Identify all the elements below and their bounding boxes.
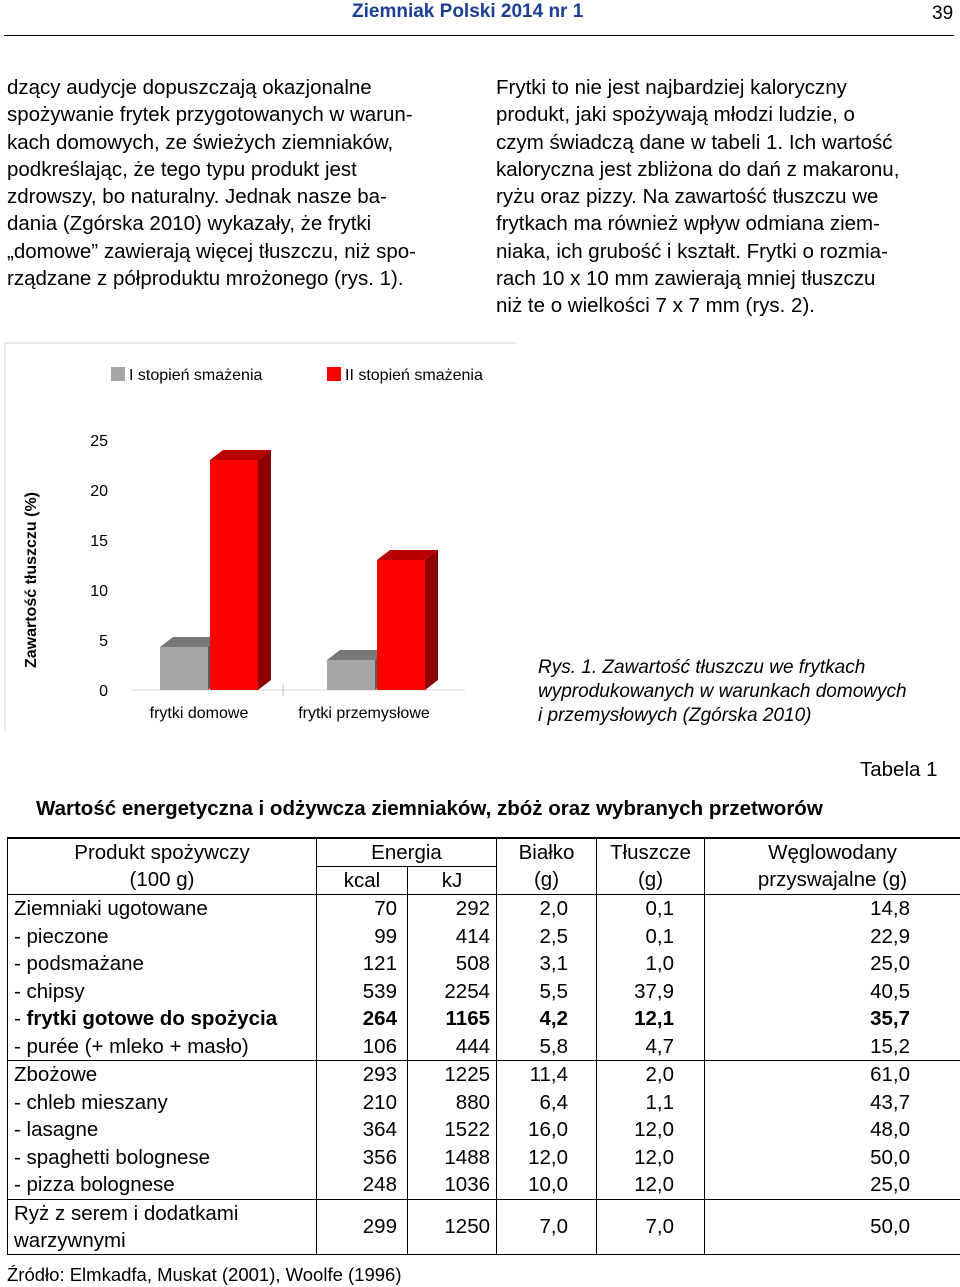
kj-value: 1165 <box>445 1007 491 1030</box>
kcal-value: 70 <box>374 897 397 920</box>
x-tick-label: frytki przemysłowe <box>298 705 430 722</box>
product-name: - pieczone <box>14 924 109 948</box>
fat-value: 7,0 <box>645 1214 675 1238</box>
kj-value: 2254 <box>444 979 491 1003</box>
product-name: - chipsy <box>14 979 85 1003</box>
kj-value: 1250 <box>444 1214 491 1238</box>
fat-value: 12,0 <box>634 1118 675 1141</box>
kcal-cell <box>317 1061 408 1200</box>
kj-value: 292 <box>455 897 491 920</box>
y-tick-label: 0 <box>99 683 108 700</box>
legend-label: I stopień smażenia <box>129 367 263 384</box>
protein-value: 6,4 <box>539 1090 569 1114</box>
journal-title: Ziemniak Polski 2014 nr 1 <box>352 1 584 22</box>
product-cell <box>8 1199 317 1254</box>
carbs-value: 61,0 <box>870 1063 911 1086</box>
caption-line: i przemysłowych (Zgórska 2010) <box>538 705 812 726</box>
y-tick-label: 5 <box>99 633 108 650</box>
caption-line: wyprodukowanych w warunkach domowych <box>538 681 907 702</box>
fat-value: 1,1 <box>645 1090 675 1114</box>
kcal-value: 299 <box>362 1214 397 1238</box>
text-line: Frytki to nie jest najbardziej kaloryczny <box>496 76 847 99</box>
left-column-text <box>7 74 466 292</box>
carbs-value: 50,0 <box>870 1145 911 1169</box>
carbs-value: 15,2 <box>870 1034 911 1058</box>
carbs-value: 35,7 <box>870 1007 911 1030</box>
page-number: 39 <box>932 3 954 24</box>
product-name-row <box>14 1005 316 1033</box>
fat-cell <box>597 1199 705 1254</box>
kcal-value: 121 <box>362 952 397 975</box>
header-product <box>8 838 317 895</box>
header-text: (g) <box>637 868 664 891</box>
protein-value: 7,0 <box>539 1214 569 1238</box>
protein-value: 11,4 <box>529 1063 569 1086</box>
y-tick-label: 10 <box>90 583 108 600</box>
table-source: Źródło: Elmkadfa, Muskat (2001), Woolfe (1996) <box>7 1264 402 1285</box>
text-line: czym świadczą dane w tabeli 1. Ich wartość <box>496 130 893 154</box>
header-kcal: kcal <box>317 867 408 895</box>
product-name: Ziemniaki ugotowane <box>14 897 208 920</box>
fat-value: 37,9 <box>634 979 675 1003</box>
text-line: niż te o wielkości 7 x 7 mm (rys. 2). <box>496 294 815 318</box>
kcal-value: 293 <box>362 1063 397 1086</box>
product-name-bold: frytki gotowe do spożycia <box>26 1007 278 1030</box>
kcal-value: 264 <box>362 1007 397 1030</box>
bar <box>377 560 425 690</box>
protein-value: 16,0 <box>528 1118 569 1141</box>
nutrition-table <box>7 837 960 1255</box>
right-column-text <box>496 74 956 320</box>
text-line: niaka, ich grubość i kształt. Frytki o rozmia- <box>496 239 888 263</box>
kcal-value: 210 <box>362 1090 397 1114</box>
kcal-value: 106 <box>362 1034 397 1058</box>
protein-value: 3,1 <box>539 952 569 975</box>
table-row <box>8 1199 960 1254</box>
protein-cell <box>497 895 597 1061</box>
kj-value: 414 <box>455 924 491 948</box>
text-line: frytkach ma również wpływ odmiana ziem- <box>496 212 880 236</box>
header-kj: kJ <box>408 867 497 895</box>
bar <box>210 460 258 690</box>
text-line: ryżu oraz pizzy. Na zawartość tłuszczu we <box>496 185 879 209</box>
header-protein <box>497 838 597 895</box>
text-line: produkt, jaki spożywają młodzi ludzie, o <box>496 103 855 127</box>
header-rule <box>4 35 954 36</box>
legend-label: II stopień smażenia <box>345 367 483 384</box>
fat-value: 12,1 <box>634 1007 675 1030</box>
y-tick-label: 25 <box>90 433 108 450</box>
legend-swatch <box>111 367 125 381</box>
fat-content-chart <box>0 342 520 732</box>
product-name: - lasagne <box>14 1118 99 1141</box>
bar <box>327 660 375 690</box>
carbs-value: 50,0 <box>870 1214 911 1238</box>
product-name: - chleb mieszany <box>14 1090 168 1114</box>
carbs-value: 40,5 <box>870 979 911 1003</box>
kcal-value: 356 <box>362 1145 397 1169</box>
product-name: - spaghetti bolognese <box>14 1145 211 1169</box>
carbs-value: 43,7 <box>870 1090 911 1114</box>
header-text: przyswajalne (g) <box>757 868 908 891</box>
carbs-cell <box>705 1199 960 1254</box>
kj-cell <box>408 895 497 1061</box>
protein-value: 12,0 <box>528 1145 569 1169</box>
text-line: podkreślając, że tego typu produkt jest <box>7 157 357 181</box>
figure-caption <box>538 656 958 728</box>
text-line: kaloryczna jest zbliżona do dań z makaronu, <box>496 157 900 181</box>
fat-value: 12,0 <box>634 1173 675 1196</box>
fat-value: 12,0 <box>634 1145 675 1169</box>
text-line: rach 10 x 10 mm zawierają mniej tłuszczu <box>496 267 876 291</box>
kcal-cell <box>317 895 408 1061</box>
text-line: dzący audycje dopuszczają okazjonalne <box>7 76 372 99</box>
product-name: warzywnymi <box>14 1228 126 1252</box>
bar <box>160 647 208 690</box>
carbs-value: 25,0 <box>870 952 911 975</box>
carbs-value: 25,0 <box>870 1173 911 1196</box>
header-text: Białko <box>518 841 575 864</box>
product-cell <box>8 895 317 1061</box>
product-name: Ryż z serem i dodatkami <box>14 1201 239 1225</box>
text-line: kach domowych, ze świeżych ziemniaków, <box>7 130 394 154</box>
kj-cell <box>408 1199 497 1254</box>
carbs-value: 22,9 <box>870 924 911 948</box>
y-axis-label: Zawartość tłuszczu (%) <box>23 491 40 669</box>
fat-cell <box>597 1061 705 1200</box>
protein-cell <box>497 1061 597 1200</box>
text-line: spożywanie frytek przygotowanych w warun- <box>7 103 413 127</box>
protein-value: 2,0 <box>539 897 569 920</box>
header-text: (g) <box>533 868 560 891</box>
bar-side-face <box>258 450 271 690</box>
kj-value: 880 <box>455 1090 491 1114</box>
protein-value: 4,2 <box>539 1007 569 1030</box>
carbs-value: 14,8 <box>870 897 911 920</box>
kj-value: 1036 <box>444 1173 491 1196</box>
kcal-cell <box>317 1199 408 1254</box>
product-name: - <box>14 1007 27 1030</box>
fat-value: 1,0 <box>645 952 675 975</box>
kj-value: 1522 <box>444 1118 491 1141</box>
text-line: zdrowszy, bo naturalny. Jednak nasze ba- <box>7 185 387 209</box>
table-row <box>8 1061 960 1200</box>
product-name: Zbożowe <box>14 1063 98 1086</box>
header-text: (100 g) <box>129 868 195 891</box>
product-name: - podsmażane <box>14 952 144 975</box>
table-label: Tabela 1 <box>860 758 938 781</box>
chart-canvas <box>0 342 520 732</box>
fat-value: 4,7 <box>645 1034 675 1058</box>
header-energy: Energia <box>317 838 497 867</box>
fat-cell <box>597 895 705 1061</box>
kj-value: 1225 <box>444 1063 491 1086</box>
carbs-cell <box>705 1061 960 1200</box>
product-name: - pizza bolognese <box>14 1173 175 1196</box>
kcal-value: 364 <box>362 1118 397 1141</box>
kj-value: 508 <box>455 952 491 975</box>
table-title: Wartość energetyczna i odżywcza ziemniaków, zbóż oraz wybranych przetworów <box>36 797 823 820</box>
kcal-value: 99 <box>374 924 397 948</box>
fat-value: 2,0 <box>645 1063 675 1086</box>
header-text: Węglowodany <box>768 841 897 864</box>
kj-value: 1488 <box>444 1145 491 1169</box>
y-tick-label: 15 <box>90 533 108 550</box>
header-carbs <box>705 838 960 895</box>
fat-value: 0,1 <box>645 897 675 920</box>
caption-line: Rys. 1. Zawartość tłuszczu we frytkach <box>538 657 866 678</box>
protein-value: 5,8 <box>539 1034 569 1058</box>
carbs-cell <box>705 895 960 1061</box>
table-row <box>8 895 960 1061</box>
header-fat <box>597 838 705 895</box>
kcal-value: 248 <box>362 1173 397 1196</box>
text-line: „domowe” zawierają więcej tłuszczu, niż spo- <box>7 239 417 263</box>
text-line: dania (Zgórska 2010) wykazały, że frytki <box>7 212 372 236</box>
bar-side-face <box>425 550 438 690</box>
carbs-value: 48,0 <box>870 1118 911 1141</box>
table-header-row <box>8 838 960 867</box>
header-text: Produkt spożywczy <box>74 841 250 864</box>
kj-cell <box>408 1061 497 1200</box>
fat-value: 0,1 <box>645 924 675 948</box>
protein-value: 10,0 <box>528 1173 569 1196</box>
legend-swatch <box>327 367 341 381</box>
text-line: rządzane z półproduktu mrożonego (rys. 1). <box>7 267 404 291</box>
kj-value: 444 <box>455 1034 491 1058</box>
protein-value: 2,5 <box>539 924 569 948</box>
product-name: - purée (+ mleko + masło) <box>14 1034 249 1058</box>
x-tick-label: frytki domowe <box>149 705 249 722</box>
protein-value: 5,5 <box>539 979 569 1003</box>
kcal-value: 539 <box>362 979 397 1003</box>
protein-cell <box>497 1199 597 1254</box>
y-tick-label: 20 <box>90 483 108 500</box>
product-cell <box>8 1061 317 1200</box>
header-text: Tłuszcze <box>610 841 691 864</box>
